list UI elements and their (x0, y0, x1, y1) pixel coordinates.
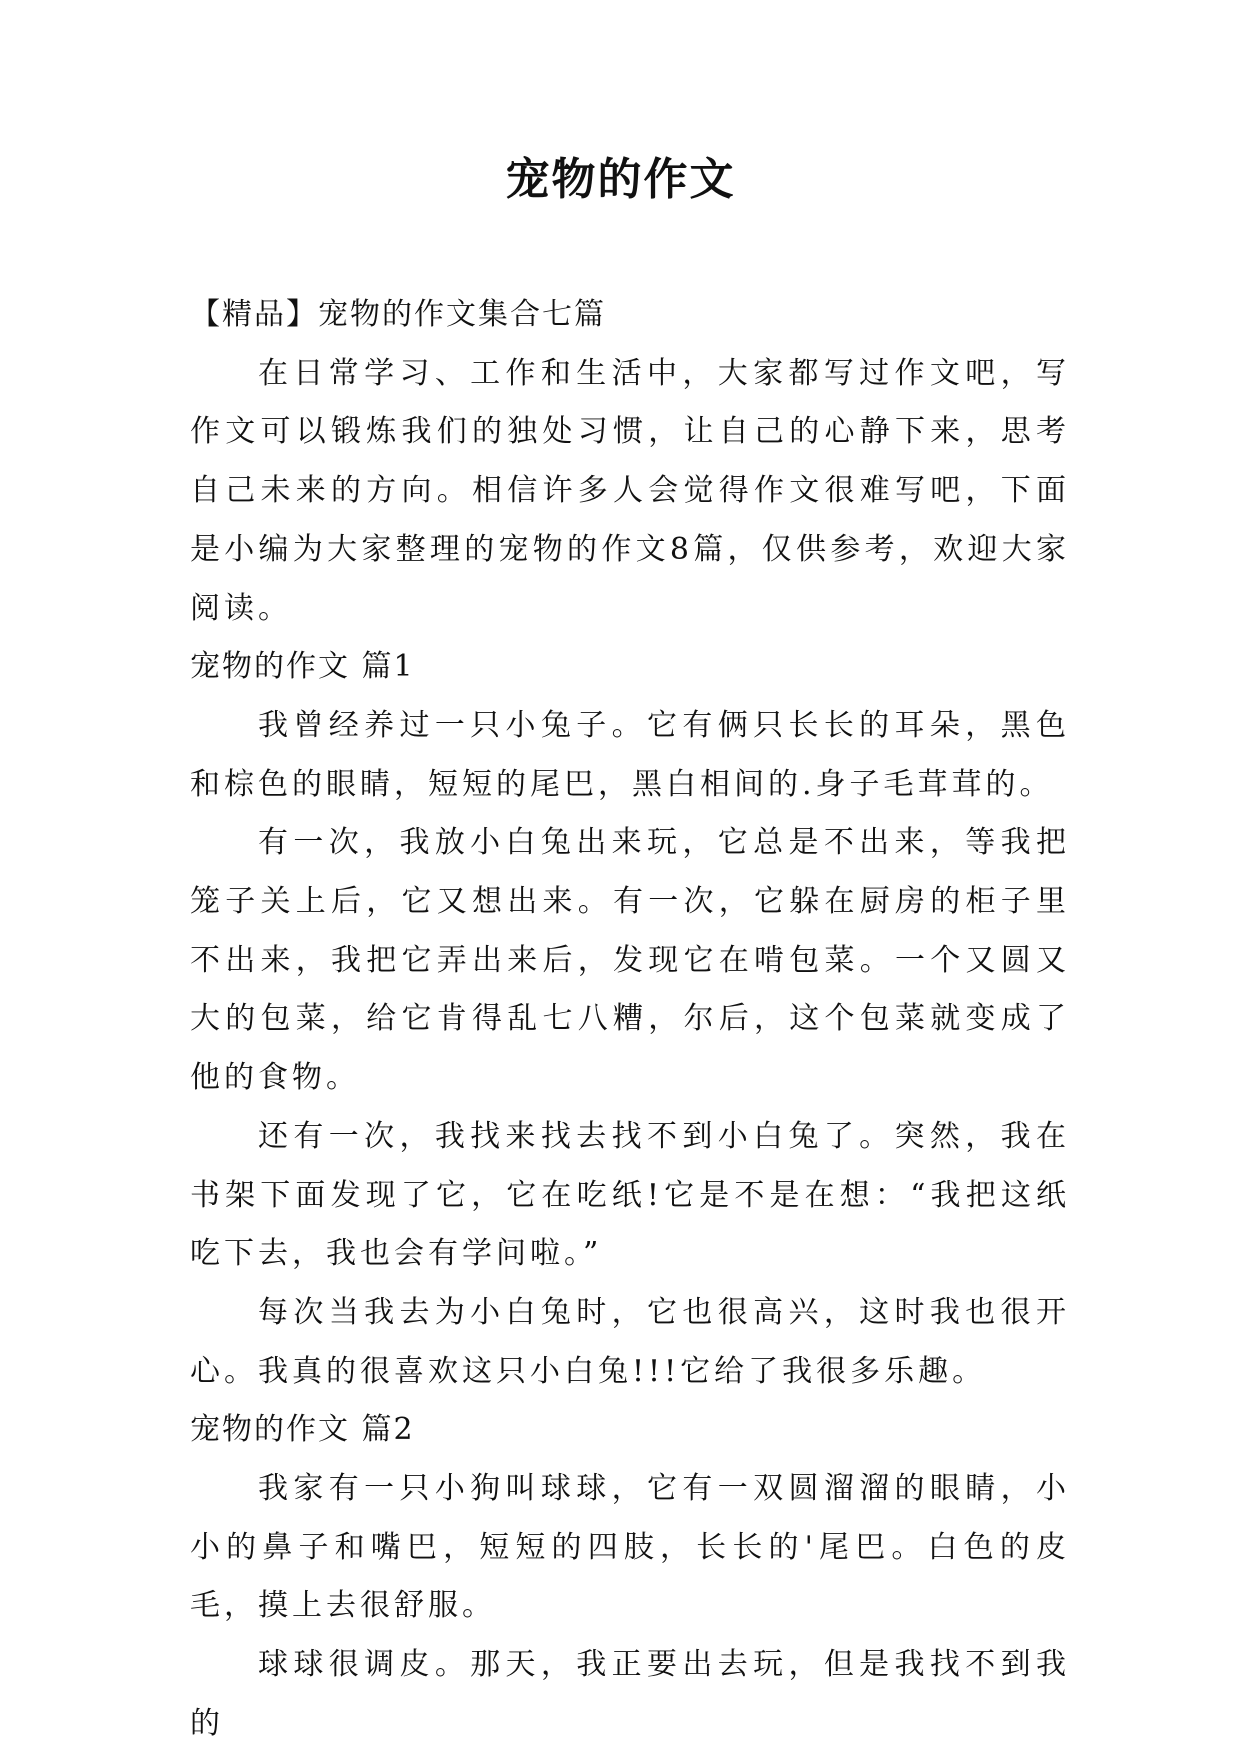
section-2-paragraph: 我家有一只小狗叫球球，它有一双圆溜溜的眼睛，小小的鼻子和嘴巴，短短的四肢，长长的'尾巴。白色的皮毛，摸上去很舒服。 (190, 1471, 1070, 1624)
document-title: 宠物的作文 (505, 154, 736, 205)
section-1-paragraph: 每次当我去为小白兔时，它也很高兴，这时我也很开心。我真的很喜欢这只小白兔!!!它给了我很多乐趣。 (190, 1294, 1070, 1389)
document-subtitle: 【精品】宠物的作文集合七篇 (190, 297, 606, 332)
section-1-paragraph: 还有一次，我找来找去找不到小白兔了。突然，我在书架下面发现了它，它在吃纸!它是不是在想：“我把这纸吃下去，我也会有学问啦。” (190, 1118, 1070, 1272)
intro-paragraph: 在日常学习、工作和生活中，大家都写过作文吧，写作文可以锻炼我们的独处习惯，让自己的心静下来，思考自己未来的方向。相信许多人会觉得作文很难写吧，下面是小编为大家整理的宠物的作文8篇，仅供参考，欢迎大家阅读。 (190, 355, 1070, 626)
section-heading-1: 宠物的作文 篇1 (190, 649, 415, 685)
section-1-paragraph: 我曾经养过一只小兔子。它有俩只长长的耳朵，黑色和棕色的眼睛，短短的尾巴，黑白相间的.身子毛茸茸的。 (190, 707, 1070, 802)
section-2-paragraph: 球球很调皮。那天，我正要出去玩，但是我找不到我的 (190, 1647, 1070, 1741)
document-body (190, 286, 1070, 1754)
section-heading-2: 宠物的作文 篇2 (190, 1412, 415, 1448)
section-1-paragraph: 有一次，我放小白兔出来玩，它总是不出来，等我把笼子关上后，它又想出来。有一次，它躲在厨房的柜子里不出来，我把它弄出来后，发现它在啃包菜。一个又圆又大的包菜，给它肯得乱七八糟，尔后，这个包菜就变成了他的食物。 (190, 825, 1070, 1096)
